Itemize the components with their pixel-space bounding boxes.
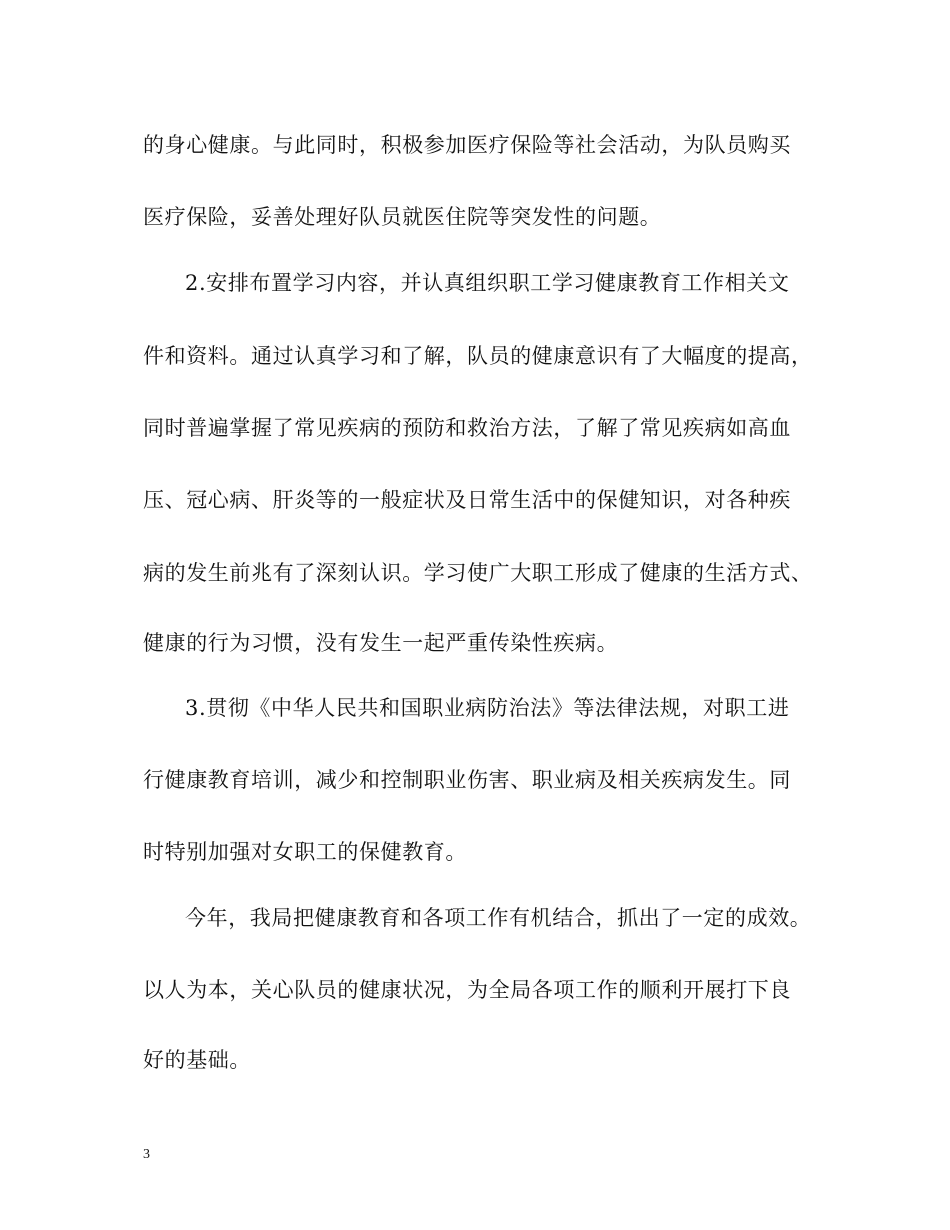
- paragraph-start-line: 3.贯彻《中华人民共和国职业病防治法》等法律法规，对职工进: [185, 696, 790, 720]
- text-line: 以人为本，关心队员的健康状况，为全局各项工作的顺利开展打下良: [143, 978, 791, 1002]
- text-line: 好的基础。: [143, 1048, 251, 1072]
- text-line: 的身心健康。与此同时，积极参加医疗保险等社会活动，为队员购买: [143, 133, 791, 157]
- paragraph-start-line: 今年，我局把健康教育和各项工作有机结合，抓出了一定的成效。: [185, 906, 812, 930]
- text-line: 时特别加强对女职工的保健教育。: [143, 840, 467, 864]
- text-line: 行健康教育培训，减少和控制职业伤害、职业病及相关疾病发生。同: [143, 768, 791, 792]
- text-line: 医疗保险，妥善处理好队员就医住院等突发性的问题。: [143, 205, 662, 229]
- page-number: 3: [143, 1147, 150, 1162]
- text-line: 病的发生前兆有了深刻认识。学习使广大职工形成了健康的生活方式、: [143, 561, 813, 585]
- text-line: 件和资料。通过认真学习和了解，队员的健康意识有了大幅度的提高，: [143, 344, 813, 368]
- text-line: 同时普遍掌握了常见疾病的预防和救治方法，了解了常见疾病如高血: [143, 416, 791, 440]
- paragraph-start-line: 2.安排布置学习内容，并认真组织职工学习健康教育工作相关文: [185, 271, 790, 295]
- text-line: 压、冠心病、肝炎等的一般症状及日常生活中的保健知识，对各种疾: [143, 488, 791, 512]
- text-line: 健康的行为习惯，没有发生一起严重传染性疾病。: [143, 631, 619, 655]
